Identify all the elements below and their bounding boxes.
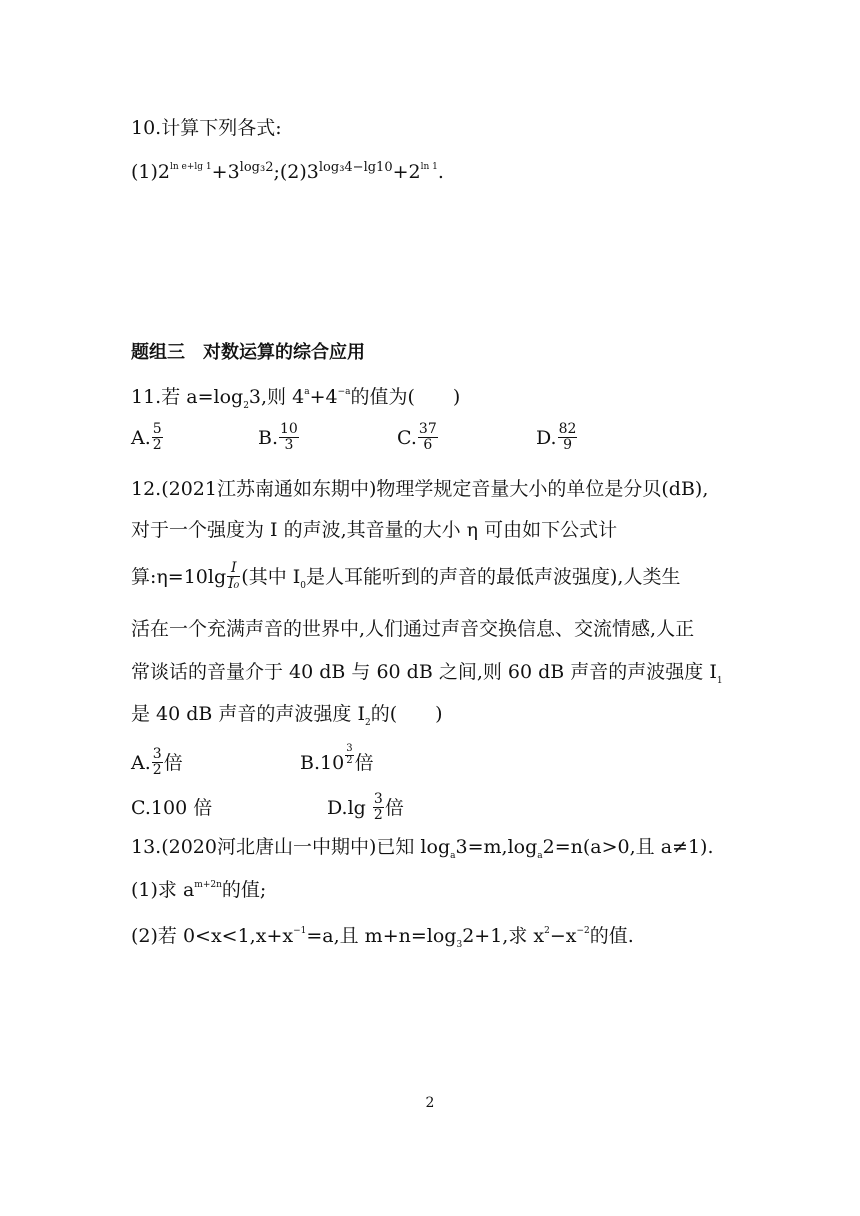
- q13-stem: [131, 836, 714, 861]
- q12-option-d-suffix: 倍: [384, 797, 404, 819]
- q11-option-c-den: 6: [423, 436, 433, 453]
- q13-part2-e: 的值.: [589, 925, 634, 947]
- q10-p1-exp1: ln e+lg 1: [170, 162, 212, 172]
- q12-option-b-label: B.: [300, 752, 321, 774]
- q13-part2: [131, 925, 634, 950]
- q11-option-c-label: C.: [397, 427, 417, 450]
- q11-option-b-label: B.: [258, 427, 279, 450]
- q12-option-a-fraction: [152, 747, 163, 777]
- q11-stem-a: 11.若 a=log: [131, 386, 244, 408]
- q11-option-b-fraction: [279, 422, 299, 452]
- q11-option-b-den: 3: [284, 436, 294, 453]
- q13-part1-sup: m+2n: [194, 880, 222, 890]
- q12-option-a-den: 2: [152, 761, 162, 778]
- q12-formula-fraction: [227, 561, 240, 591]
- q11-option-b[interactable]: [258, 421, 300, 454]
- q12-line3: [131, 560, 681, 593]
- q12-line6: [131, 703, 443, 728]
- q10-p2-exp2: ln 1: [420, 162, 438, 172]
- q12-option-a-label: A.: [131, 752, 151, 774]
- q12-option-c[interactable]: C.100 倍: [131, 797, 213, 819]
- q12-option-d[interactable]: [327, 790, 404, 824]
- q12-line3-sub: 0: [300, 581, 306, 592]
- q12-option-b-suffix: 倍: [354, 752, 374, 774]
- q10-expressions: [131, 160, 444, 183]
- q12-line4: 活在一个充满声音的世界中,人们通过声音交换信息、交流情感,人正: [131, 618, 695, 640]
- q12-line2: 对于一个强度为 I 的声波,其音量的大小 η 可由如下公式计: [131, 519, 618, 541]
- q13-part2-d: −x: [549, 925, 577, 947]
- q12-line6-b: 的( ): [370, 703, 443, 725]
- q12-line3-c: 是人耳能听到的声音的最低声波强度),人类生: [305, 566, 681, 589]
- q11-option-d-den: 9: [563, 436, 572, 453]
- q13-stem-a: 13.(2020河北唐山一中期中)已知 log: [131, 836, 451, 858]
- q12-line5: [131, 661, 723, 686]
- q12-option-b-base: 10: [320, 752, 345, 774]
- q12-line3-a: 算:η=10lg: [131, 566, 227, 589]
- q10-p1-base2: 3: [227, 161, 240, 183]
- page-number: 2: [425, 1095, 435, 1111]
- q10-sep: ;: [273, 161, 280, 183]
- q10-p2-base1: 3: [306, 161, 319, 183]
- q13-part2-sup3: −2: [576, 926, 590, 936]
- q11-option-d-num: 82: [558, 421, 577, 437]
- q10-p1-exp2: log₃2: [239, 160, 274, 175]
- q12-frac-num: I: [227, 561, 240, 577]
- q12-option-a-num: 3: [152, 745, 162, 762]
- q11-option-a[interactable]: [131, 421, 164, 454]
- q11-option-a-den: 2: [152, 436, 162, 453]
- q13-part2-b: =a,且 m+n=log: [306, 925, 457, 947]
- q11-option-c-fraction: [418, 422, 438, 452]
- q11-sup2: −a: [337, 387, 351, 397]
- q11-option-a-num: 5: [152, 421, 162, 437]
- q10-p2-base2: 2: [408, 161, 421, 183]
- q12-option-a[interactable]: [131, 745, 183, 779]
- q13-part2-sub: 3: [456, 940, 463, 950]
- q10-p2-plus: +: [392, 161, 409, 183]
- q11-option-d[interactable]: [536, 421, 578, 454]
- q13-part1-a: (1)求 a: [131, 879, 195, 901]
- q11-stem: [131, 386, 461, 411]
- q11-option-d-fraction: [558, 422, 578, 452]
- q12-line5-a: 常谈话的音量介于 40 dB 与 60 dB 之间,则 60 dB 声音的声波强度 I: [131, 661, 717, 683]
- q10-p2-exp1: log₃4−lg10: [318, 160, 393, 175]
- q10-end: .: [437, 161, 444, 183]
- q12-line6-a: 是 40 dB 声音的声波强度 I: [131, 703, 365, 725]
- section-title: 题组三 对数运算的综合应用: [131, 342, 365, 363]
- q12-option-d-num: 3: [373, 790, 383, 807]
- q10-title: 10.计算下列各式:: [131, 117, 282, 139]
- q11-stem-sub: 2: [243, 401, 249, 411]
- q13-part2-sup1: −1: [293, 926, 307, 936]
- q11-stem-b: 3,则 4: [248, 386, 305, 408]
- q10-p1-base1: 2: [157, 161, 171, 183]
- q12-option-b-exp-den: 2: [346, 754, 353, 766]
- q13-part1-b: 的值;: [221, 879, 267, 901]
- q13-part2-sup2: 2: [544, 926, 550, 936]
- q12-option-d-label: D.lg: [327, 797, 366, 819]
- q12-option-b[interactable]: [300, 743, 374, 775]
- q12-option-b-exp-num: 3: [346, 743, 353, 754]
- q13-part2-a: (2)若 0<x<1,x+x: [131, 925, 294, 947]
- q12-option-d-den: 2: [373, 806, 383, 823]
- q11-stem-d: 的值为( ): [350, 386, 461, 408]
- q11-option-c[interactable]: [397, 421, 439, 454]
- q13-sub-a2: a: [537, 851, 543, 861]
- q13-part2-c: 2+1,求 x: [462, 925, 545, 947]
- q13-part1: [131, 881, 266, 900]
- q11-option-a-label: A.: [131, 427, 151, 450]
- q10-p1-plus: +: [211, 161, 228, 183]
- q13-stem-c: 2=n(a>0,且 a≠1).: [542, 836, 714, 858]
- q12-line5-sub: 1: [716, 676, 723, 686]
- q11-option-a-fraction: [152, 422, 163, 452]
- q13-sub-a1: a: [450, 851, 456, 861]
- q12-line1: 12.(2021江苏南通如东期中)物理学规定音量大小的单位是分贝(dB),: [131, 478, 709, 500]
- q13-stem-b: 3=m,log: [455, 836, 538, 858]
- q11-stem-c: +4: [309, 386, 338, 408]
- q12-option-b-exponent: [345, 744, 353, 766]
- q11-sup1: a: [304, 387, 310, 397]
- q10-part2-label: (2): [279, 161, 307, 183]
- q11-option-b-num: 10: [280, 421, 298, 437]
- q12-option-a-suffix: 倍: [163, 752, 183, 774]
- q12-frac-den: I₀: [228, 575, 240, 592]
- q12-option-d-fraction: [373, 792, 384, 822]
- q10-part1-label: (1): [131, 161, 158, 183]
- q11-option-d-label: D.: [536, 427, 557, 450]
- q12-line3-b: (其中 I: [241, 566, 301, 589]
- q11-option-c-num: 37: [418, 421, 437, 437]
- q12-line6-sub: 2: [364, 718, 371, 728]
